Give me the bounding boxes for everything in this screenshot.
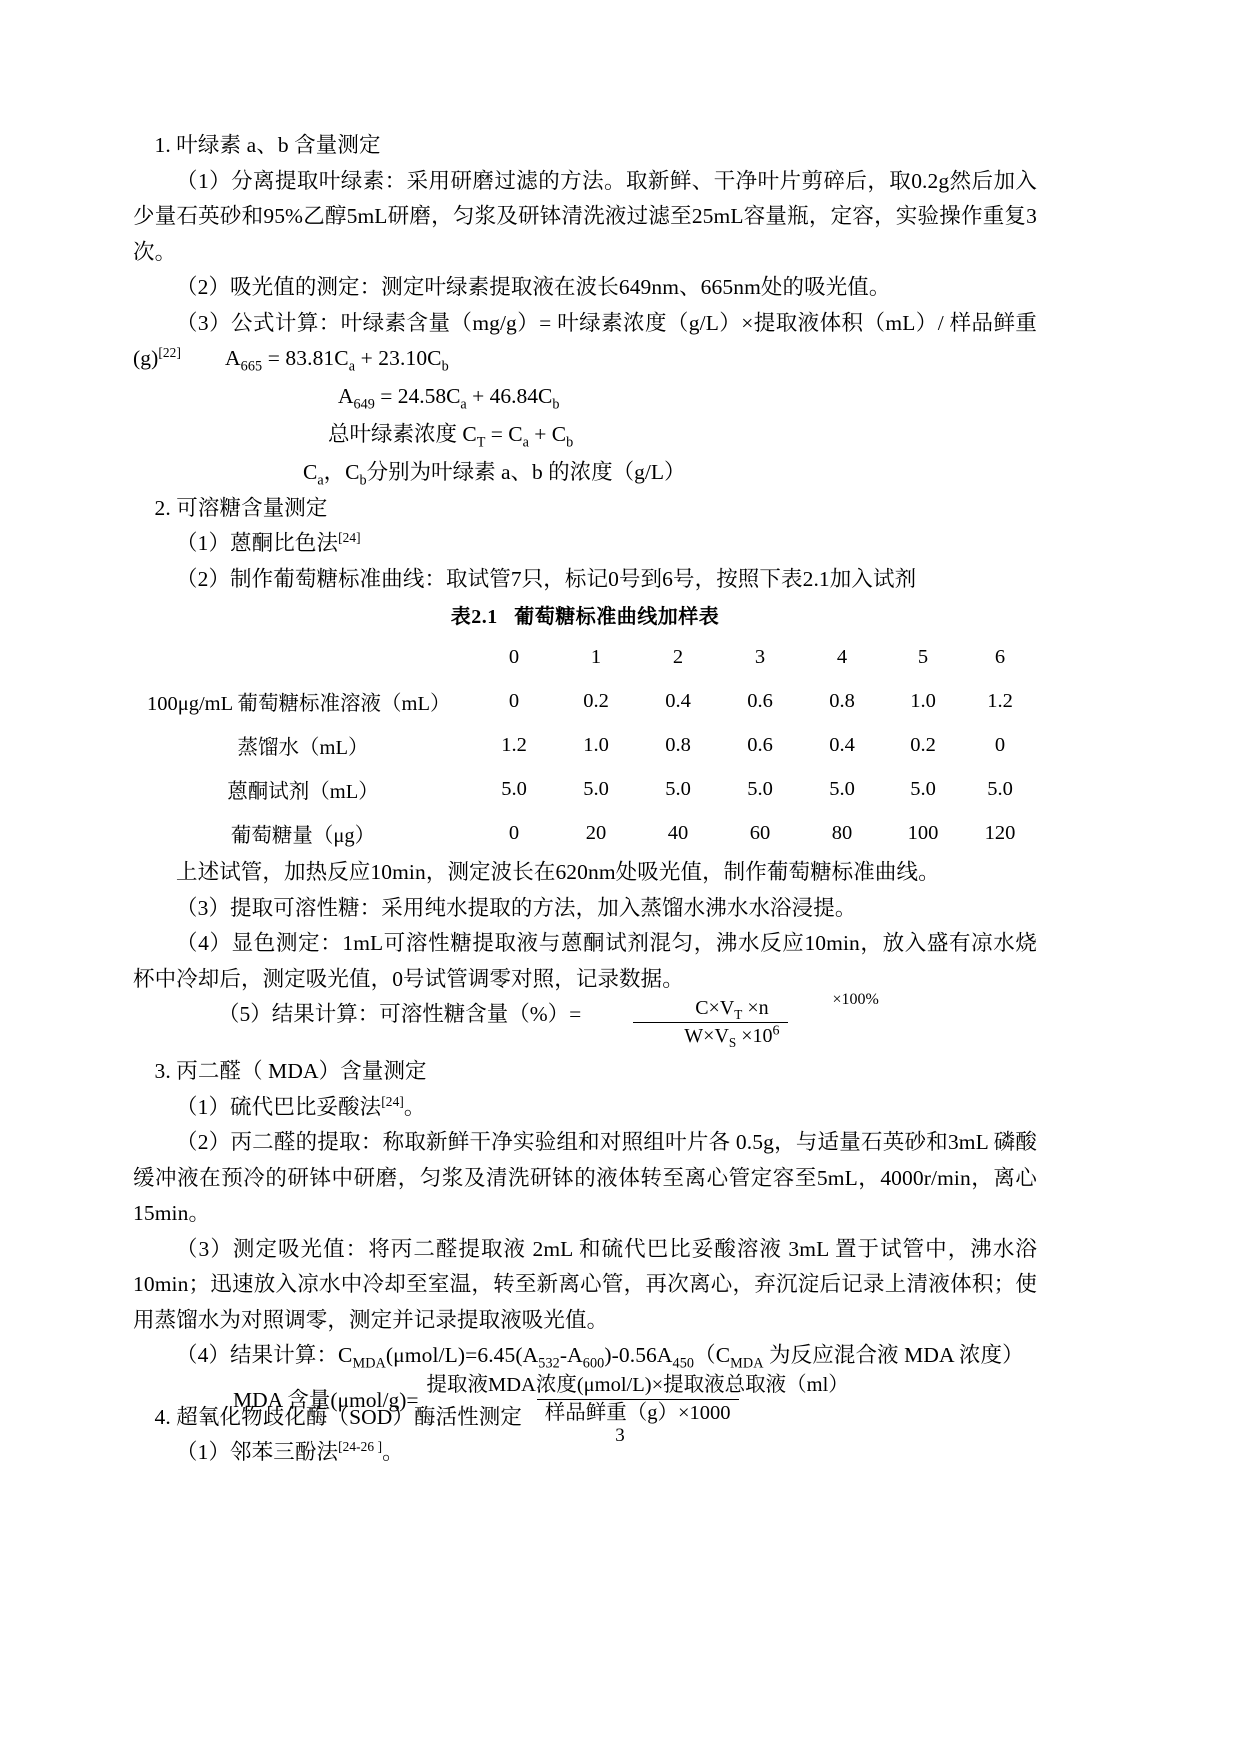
section-3-paragraph-4 (133, 1338, 1037, 1374)
denominator-exponent: 6 (772, 1023, 780, 1039)
section-1-paragraph-3 (133, 306, 1037, 377)
table-cell-r0c5: 1.0 (910, 689, 936, 712)
table-cell-r3c6: 120 (984, 821, 1016, 844)
tba-method-text: （1）硫代巴比妥酸法 (176, 1094, 382, 1119)
a665-coefficient: = 83.81C (262, 346, 349, 370)
ca-cb-description: 分别为叶绿素 a、b 的浓度（g/L） (366, 459, 686, 484)
table-row (133, 723, 1037, 767)
section-2-paragraph-1 (133, 526, 1037, 562)
section-1-paragraph-1: （1）分离提取叶绿素：采用研磨过滤的方法。取新鲜、干净叶片剪碎后，取0.2g然后加入少量石英砂和95%乙醇5mL研磨，匀浆及研钵清洗液过滤至25mL容量瓶，定容，实验操作重复3次。 (133, 168, 1037, 264)
ca-sub: a (317, 471, 324, 488)
table-caption-number: 2.1 (471, 606, 498, 628)
table-col-header-3: 3 (754, 645, 766, 668)
ct-subscript: T (476, 433, 486, 450)
table-cell-r2c0: 5.0 (501, 777, 527, 800)
ca-subscript-2: a (460, 395, 467, 412)
section-2-paragraph-2: （2）制作葡萄糖标准曲线：取试管7只，标记0号到6号，按照下表2.1加入试剂 (176, 566, 917, 591)
table-col-header-0: 0 (508, 645, 520, 668)
formula-ca-cb-definition (133, 453, 1037, 491)
section-1-paragraph-2: （2）吸光值的测定：测定叶绿素提取液在波长649nm、665nm处的吸光值。 (176, 275, 891, 299)
table-row (133, 767, 1037, 811)
table-cell-r0c0: 0 (508, 689, 520, 712)
cmda-subscript: MDA (352, 1355, 386, 1372)
mda-calc-d: )-0.56A (604, 1343, 673, 1367)
table-cell-r1c1: 1.0 (583, 733, 609, 756)
table-cell-r0c6: 1.2 (987, 689, 1013, 712)
ca-cb-separator: ，C (323, 459, 360, 484)
section-2-paragraph-4: （4）显色测定：1mL可溶性糖提取液与蒽酮试剂混匀，沸水反应10min，放入盛有凉水烧杯中冷却后，测定吸光值，0号试管调零对照，记录数据。 (133, 931, 1037, 991)
section-3-paragraph-1 (133, 1090, 1037, 1126)
table-row-label-2: 蒽酮试剂（mL） (227, 781, 379, 803)
a649-subscript: 649 (353, 395, 375, 412)
a665-symbol: A (224, 346, 241, 370)
table-cell-r0c2: 0.4 (665, 689, 691, 712)
table-caption-title: 葡萄糖标准曲线加样表 (514, 606, 720, 628)
vt-subscript: T (734, 1007, 743, 1022)
cb-sub: b (359, 471, 367, 488)
section-3-paragraph-3: （3）测定吸光值：将丙二醛提取液 2mL 和硫代巴比妥酸溶液 3mL 置于试管中，沸水浴 10min；迅速放入凉水中冷却至室温，转至新离心管，再次离心，弃沉淀后记录上清液体积；使用蒸馏水为对照调零，测定并记录提取液吸光值。 (133, 1236, 1037, 1332)
vs-subscript: S (728, 1035, 737, 1050)
soluble-sugar-label: （5）结果计算：可溶性糖含量（%）= (218, 1002, 582, 1026)
table-cell-r3c5: 100 (907, 821, 939, 844)
table-col-header-2: 2 (672, 645, 684, 668)
mda-calc-c: -A (559, 1343, 583, 1367)
a450-subscript: 450 (672, 1355, 695, 1372)
denominator-w-vs: W×V (684, 1025, 729, 1047)
a649-symbol: A (338, 383, 354, 408)
page-number: 3 (615, 1425, 625, 1446)
anthrone-method-text: （1）蒽酮比色法 (176, 531, 339, 555)
table-col-header-5: 5 (917, 645, 929, 668)
table-header-row (133, 635, 1037, 679)
table-cell-r2c1: 5.0 (583, 777, 609, 800)
fraction-numerator (644, 997, 776, 1022)
table-cell-r0c1: 0.2 (583, 689, 609, 712)
table-cell-r1c2: 0.8 (665, 733, 691, 756)
mda-calc-b: (μmol/L)=6.45(A (385, 1343, 539, 1367)
table-note: 上述试管，加热反应10min，测定波长在620nm处吸光值，制作葡萄糖标准曲线。 (176, 860, 940, 884)
table-cell-r1c4: 0.4 (829, 733, 855, 756)
cb-subscript-2: b (552, 395, 560, 412)
ct-equals: = C (485, 421, 523, 446)
table-cell-r2c5: 5.0 (910, 777, 936, 800)
table-cell-r3c4: 80 (831, 821, 853, 844)
section-2-paragraph-3: （3）提取可溶性糖：采用纯水提取的方法，加入蒸馏水沸水水浴浸提。 (176, 895, 857, 920)
a665-subscript: 665 (240, 358, 263, 375)
soluble-sugar-formula (133, 991, 1037, 1050)
citation-ref-24: [24] (338, 529, 361, 545)
section-2-heading: 2. 可溶糖含量测定 (154, 495, 328, 520)
table-cell-r2c2: 5.0 (665, 777, 691, 800)
table-cell-r3c1: 20 (585, 821, 607, 844)
page-content (133, 128, 1037, 1471)
table-caption-prefix: 表 (450, 606, 472, 628)
table-caption (133, 601, 1037, 633)
table-row-label-0: 100μg/mL 葡萄糖标准溶液（mL） (147, 693, 451, 715)
mda-fraction-denominator: 样品鲜重（g）×1000 (537, 1399, 739, 1426)
citation-ref-22: [22] (158, 344, 181, 360)
table-cell-r3c0: 0 (508, 821, 520, 844)
section-4-heading: 4. 超氧化物歧化酶（SOD）酶活性测定 (154, 1404, 523, 1429)
table-cell-r1c5: 0.2 (910, 733, 936, 756)
table-cell-r1c0: 1.2 (501, 733, 527, 756)
denominator-power: ×10 (736, 1025, 773, 1047)
mda-calc-prefix: （4）结果计算：C (176, 1343, 353, 1367)
table-row-label-3: 葡萄糖量（μg） (230, 825, 376, 847)
section-3-paragraph-2: （2）丙二醛的提取：称取新鲜干净实验组和对照组叶片各 0.5g，与适量石英砂和3mL 磷酸缓冲液在预冷的研钵中研磨，匀浆及清洗研钵的液体转至离心管定容至5mL，4000r/min，离心 15min。 (133, 1130, 1037, 1225)
mda-calc-f: 为反应混合液 MDA 浓度） (763, 1343, 1024, 1367)
table-col-header-6: 6 (994, 645, 1006, 668)
formula-total-chlorophyll (133, 415, 1037, 453)
soluble-sugar-fraction (633, 997, 787, 1048)
formula-a649 (133, 377, 1037, 415)
table-cell-r2c4: 5.0 (829, 777, 855, 800)
table-cell-r0c3: 0.6 (747, 689, 773, 712)
formula-intro-text: （3）公式计算：叶绿素含量（mg/g）= 叶绿素浓度（g/L）×提取液体积（mL）/ 样品鲜重(g) (133, 310, 1037, 370)
ct-plus: + C (528, 421, 567, 446)
a665-coefficient-2: + 23.10C (355, 346, 442, 370)
mda-fraction-numerator: 提取液MDA浓度(μmol/L)×提取液总取液（ml） (426, 1373, 849, 1396)
ca-symbol: C (303, 459, 318, 484)
citation-ref-24-26: [24-26 ] (338, 1438, 383, 1454)
table-cell-r3c3: 60 (749, 821, 771, 844)
a600-subscript: 600 (582, 1355, 605, 1372)
ct-label: 总叶绿素浓度 C (328, 421, 477, 446)
pyrogallol-method-text: （1）邻苯三酚法 (176, 1440, 339, 1465)
table-cell-r0c4: 0.8 (829, 689, 855, 712)
table-row (133, 811, 1037, 855)
table-cell-r1c3: 0.6 (747, 733, 773, 756)
mda-calc-e: （C (694, 1343, 731, 1367)
a649-coefficient: = 24.58C (374, 383, 461, 408)
table-corner-cell (133, 635, 473, 679)
section-3-heading: 3. 丙二醛（ MDA）含量测定 (154, 1059, 427, 1083)
table-cell-r3c2: 40 (667, 821, 689, 844)
cmda-subscript-2: MDA (730, 1355, 764, 1372)
table-cell-r1c6: 0 (994, 733, 1006, 756)
glucose-standard-curve-table (133, 635, 1037, 855)
table-row-label-1: 蒸馏水（mL） (237, 737, 369, 759)
table-cell-r2c6: 5.0 (987, 777, 1013, 800)
fraction-denominator (633, 1022, 787, 1048)
pyrogallol-method-period: 。 (382, 1440, 404, 1465)
table-col-header-4: 4 (836, 645, 848, 668)
table-cell-r2c3: 5.0 (747, 777, 773, 800)
citation-ref-24-b: [24] (381, 1093, 404, 1109)
table-col-header-1: 1 (590, 645, 602, 668)
tba-method-period: 。 (403, 1094, 426, 1119)
percent-multiplier: ×100% (832, 991, 879, 1008)
section-1-heading: 1. 叶绿素 a、b 含量测定 (154, 133, 381, 157)
ca-subscript: a (348, 358, 356, 375)
table-row (133, 679, 1037, 723)
a532-subscript: 532 (538, 1355, 560, 1372)
formula-a665 (224, 346, 449, 375)
ct-ca-subscript: a (522, 433, 529, 450)
numerator-c-vt: C×V (695, 997, 735, 1019)
numerator-n: ×n (742, 997, 769, 1019)
a649-coefficient-2: + 46.84C (466, 383, 553, 408)
cb-subscript: b (441, 358, 449, 375)
ct-cb-subscript: b (566, 433, 574, 450)
mda-content-label: MDA 含量(μmol/g)= (233, 1387, 419, 1412)
